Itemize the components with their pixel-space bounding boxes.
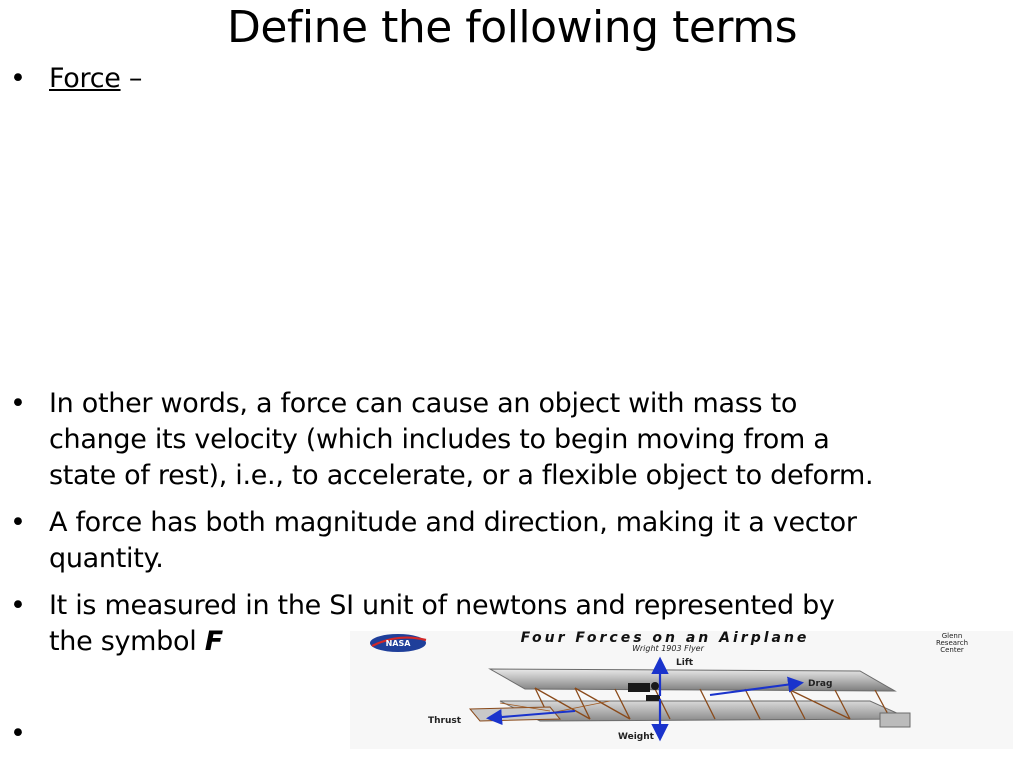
slide-title: Define the following terms	[226, 2, 798, 53]
figure-title: Four Forces on an Airplane	[520, 631, 810, 646]
center-line-1: Glenn	[941, 632, 963, 640]
bullet-dot: •	[10, 590, 26, 621]
bullet-vector	[10, 505, 1020, 579]
bullet-dot: •	[10, 63, 26, 94]
wright-flyer-illustration	[470, 669, 910, 727]
airplane-forces-figure	[350, 631, 1013, 749]
bullet-line: state of rest), i.e., to accelerate, or a flexible object to deform.	[49, 460, 874, 491]
bullet-dot: •	[10, 388, 26, 419]
bullet-other-words	[10, 386, 1020, 496]
thrust-label: Thrust	[428, 716, 462, 726]
airplane-forces-svg	[350, 631, 1013, 749]
bullet-line: change its velocity (which includes to begin moving from a	[49, 424, 830, 455]
symbol-prefix: the symbol	[49, 626, 205, 657]
center-line-3: Center	[940, 646, 964, 654]
bullet-force-text	[49, 61, 142, 97]
lift-label: Lift	[676, 658, 694, 668]
force-symbol: F	[204, 626, 223, 657]
weight-label: Weight	[618, 732, 654, 742]
force-term: Force	[49, 63, 121, 94]
bullet-line	[49, 624, 223, 660]
nasa-badge-text: NASA	[385, 639, 411, 648]
drag-label: Drag	[808, 679, 833, 689]
bullet-force	[10, 61, 310, 101]
figure-subtitle: Wright 1903 Flyer	[632, 644, 704, 653]
bullet-dot: •	[10, 507, 26, 538]
force-dash: –	[120, 63, 143, 94]
bullet-dot: •	[10, 718, 26, 749]
bullet-line: A force has both magnitude and direction, making it a vector	[49, 507, 857, 538]
bullet-empty	[10, 716, 50, 756]
nasa-logo	[370, 634, 426, 652]
bullet-line: It is measured in the SI unit of newtons and represented by	[49, 590, 835, 621]
center-line-2: Research	[935, 639, 969, 647]
bullet-line: In other words, a force can cause an object with mass to	[49, 388, 798, 419]
bullet-line: quantity.	[49, 543, 164, 574]
